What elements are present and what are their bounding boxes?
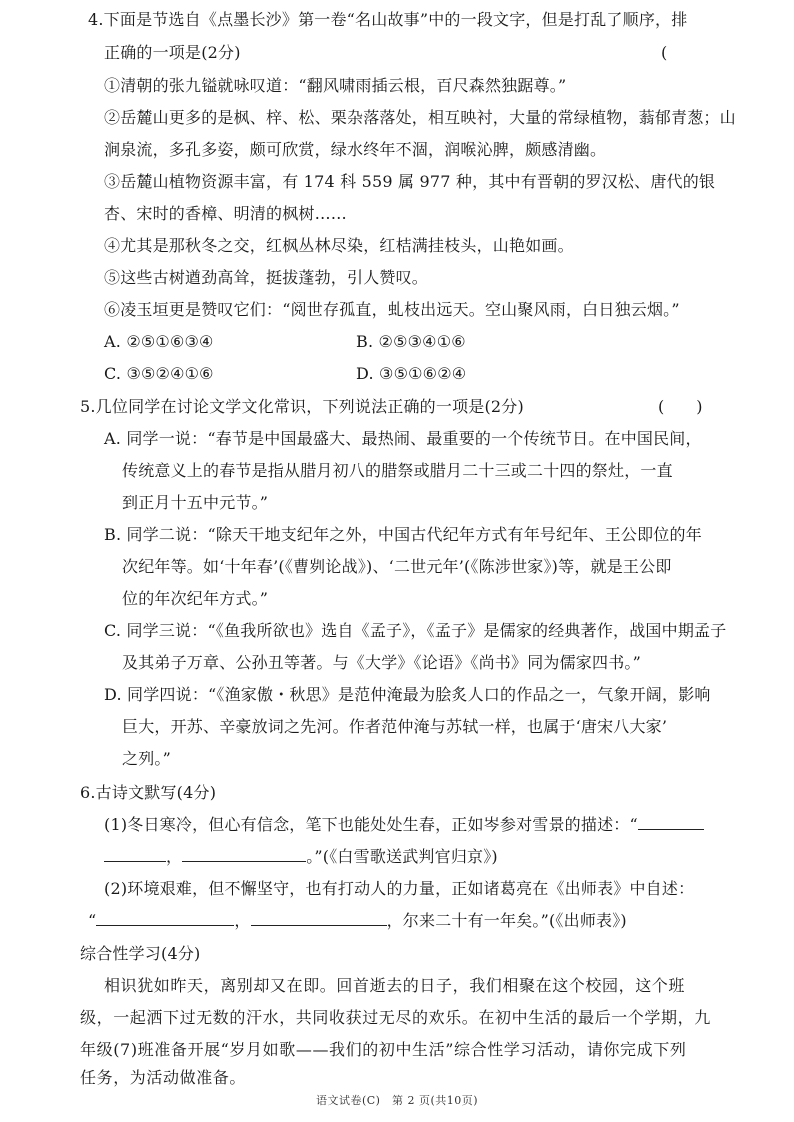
q5-option-b-line1[interactable]: B. 同学二说：“除天干地支纪年之外，中国古代纪年方式有年号纪年、王公即位的年 xyxy=(104,525,702,544)
q5-option-d-line1[interactable]: D. 同学四说：“《渔家傲・秋思》是范仲淹最为脍炙人口的作品之一，气象开阔，影响 xyxy=(104,685,711,704)
q4-stem-line2: 正确的一项是(2分) xyxy=(104,43,241,62)
q4-sentence-3: ③岳麓山植物资源丰富，有 174 科 559 属 977 种，其中有晋朝的罗汉松、唐代的银 xyxy=(104,172,716,191)
q6-part1-line2 xyxy=(104,846,498,868)
q4-option-d[interactable]: D. ③⑤①⑥②④ xyxy=(356,364,467,383)
q5-stem: 5.几位同学在讨论文学文化常识，下列说法正确的一项是(2分) xyxy=(80,397,524,416)
q6-part2-source: ，尔来二十有一年矣。”(《出师表》) xyxy=(386,911,627,930)
page-footer: 语文试卷(C) 第 2 页(共10页) xyxy=(315,1094,479,1107)
q6-part1-line1 xyxy=(104,814,704,836)
q5-answer-paren[interactable]: ( ) xyxy=(658,397,703,416)
q5-option-b-line3: 位的年次纪年方式。” xyxy=(122,589,269,608)
q5-option-a-line2: 传统意义上的春节是指从腊月初八的腊祭或腊月二十三或二十四的祭灶，一直 xyxy=(122,461,673,480)
q6-part2-blank-b[interactable] xyxy=(251,911,387,926)
q6-part2-open-quote: “ xyxy=(88,911,97,930)
q4-option-b[interactable]: B. ②⑤③④①⑥ xyxy=(356,332,466,351)
comprehensive-title: 综合性学习(4分) xyxy=(80,944,201,963)
q6-part1-sep: ， xyxy=(166,847,183,866)
q4-sentence-2-cont: 涧泉流，多孔多姿，颇可欣赏，绿水终年不涸，润喉沁脾，颇感清幽。 xyxy=(104,140,607,159)
q6-part1-source: 。”(《白雪歌送武判官归京》) xyxy=(306,847,498,866)
q6-part1-blank-a[interactable] xyxy=(638,815,704,830)
q4-stem-line1: 4.下面是节选自《点墨长沙》第一卷“名山故事”中的一段文字，但是打乱了顺序，排 xyxy=(88,10,688,29)
q6-part2-sep: ， xyxy=(234,911,251,930)
q6-part1-prompt: (1)冬日寒冷，但心有信念，笔下也能处处生春，正如岑参对雪景的描述：“ xyxy=(104,815,638,834)
q4-sentence-3-cont: 杏、宋时的香樟、明清的枫树…… xyxy=(104,204,348,223)
q4-sentence-5: ⑤这些古树遒劲高耸，挺拔蓬勃，引人赞叹。 xyxy=(104,268,429,287)
q4-option-c[interactable]: C. ③⑤②④①⑥ xyxy=(104,364,214,383)
q6-part1-blank-c[interactable] xyxy=(182,847,306,862)
q4-answer-paren[interactable]: ( xyxy=(661,43,668,62)
q6-part1-blank-b[interactable] xyxy=(104,847,166,862)
comprehensive-line4: 任务，为活动做准备。 xyxy=(80,1068,247,1087)
q4-sentence-4: ④尤其是那秋冬之交，红枫丛林尽染，红桔满挂枝头，山艳如画。 xyxy=(104,236,574,255)
comprehensive-line1: 相识犹如昨天，离别却又在即。回首逝去的日子，我们相聚在这个校园，这个班 xyxy=(104,976,686,995)
q5-option-d-line3: 之列。” xyxy=(122,749,171,768)
q5-option-c-line1[interactable]: C. 同学三说：“《鱼我所欲也》选自《孟子》，《孟子》是儒家的经典著作，战国中期孟子 xyxy=(104,621,727,640)
q6-part2-line1: (2)环境艰难，但不懈坚守，也有打动人的力量，正如诸葛亮在《出师表》中自述： xyxy=(104,879,695,898)
q5-option-a-line1[interactable]: A. 同学一说：“春节是中国最盛大、最热闹、最重要的一个传统节日。在中国民间， xyxy=(104,429,702,448)
q5-option-d-line2: 巨大，开苏、辛豪放词之先河。作者范仲淹与苏轼一样，也属于‘唐宋八大家’ xyxy=(122,717,668,736)
q4-sentence-2: ②岳麓山更多的是枫、梓、松、栗杂落落处，相互映衬，大量的常绿植物，蓊郁青葱；山 xyxy=(104,108,736,127)
q6-part2-blank-a[interactable] xyxy=(96,911,234,926)
q5-option-c-line2: 及其弟子万章、公孙丑等著。与《大学》《论语》《尚书》同为儒家四书。” xyxy=(122,653,641,672)
q4-option-a[interactable]: A. ②⑤①⑥③④ xyxy=(104,332,214,351)
q6-title: 6.古诗文默写(4分) xyxy=(80,783,217,802)
q5-option-b-line2: 次纪年等。如‘十年春’(《曹刿论战》)、‘二世元年’(《陈涉世家》)等，就是王公即 xyxy=(122,557,672,576)
comprehensive-line3: 年级(7)班准备开展“岁月如歌——我们的初中生活”综合性学习活动，请你完成下列 xyxy=(80,1040,687,1059)
q6-part2-line2 xyxy=(88,910,627,932)
q4-sentence-6: ⑥凌玉垣更是赞叹它们：“阅世存孤直，虬枝出远天。空山聚风雨，白日独云烟。” xyxy=(104,300,680,319)
q4-sentence-1: ①清朝的张九镒就咏叹道：“翻风啸雨插云根，百尺森然独踞尊。” xyxy=(104,76,567,95)
comprehensive-line2: 级，一起洒下过无数的汗水，共同收获过无尽的欢乐。在初中生活的最后一个学期，九 xyxy=(80,1008,711,1027)
q5-option-a-line3: 到正月十五中元节。” xyxy=(122,493,269,512)
